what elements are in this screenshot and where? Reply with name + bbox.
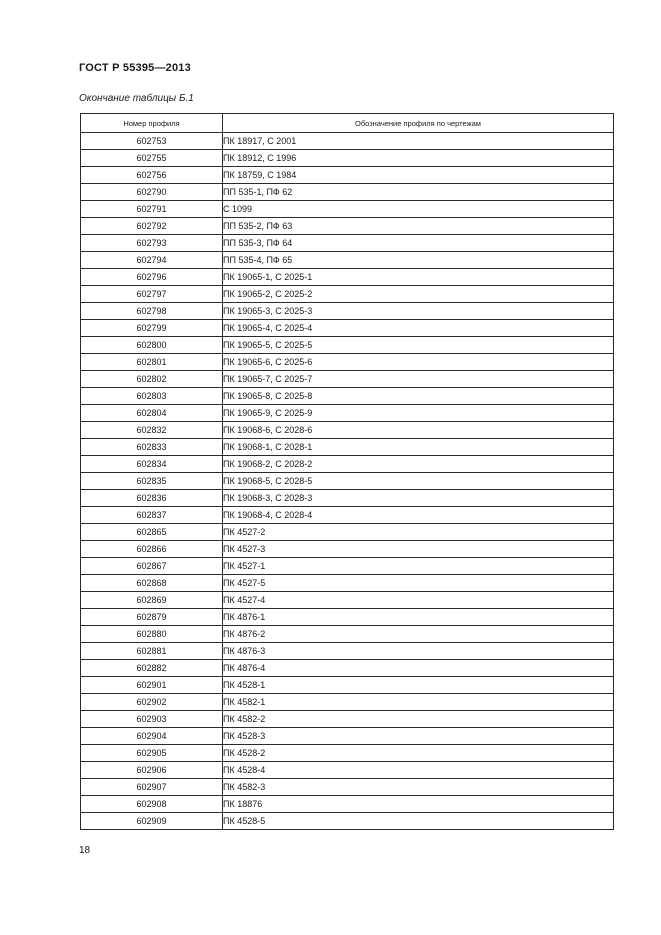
- profile-designation-cell: ПК 4876-2: [223, 626, 614, 643]
- profile-designation-cell: ПК 19065-9, С 2025-9: [223, 405, 614, 422]
- profile-designation-cell: ПК 4876-1: [223, 609, 614, 626]
- profile-designation-cell: ПК 4582-2: [223, 711, 614, 728]
- profile-designation-cell: ПК 4527-3: [223, 541, 614, 558]
- table-row: [81, 133, 614, 150]
- table-row: [81, 660, 614, 677]
- profile-number-cell: 602867: [81, 558, 223, 575]
- table-row: [81, 524, 614, 541]
- profile-number-cell: 602866: [81, 541, 223, 558]
- profile-number-cell: 602836: [81, 490, 223, 507]
- profile-number-cell: 602903: [81, 711, 223, 728]
- profile-number-cell: 602801: [81, 354, 223, 371]
- profile-number-cell: 602793: [81, 235, 223, 252]
- profile-designation-cell: ПК 4582-3: [223, 779, 614, 796]
- table-row: [81, 286, 614, 303]
- profile-number-cell: 602756: [81, 167, 223, 184]
- profile-designation-cell: ПК 19068-5, С 2028-5: [223, 473, 614, 490]
- table-row: [81, 303, 614, 320]
- table-row: [81, 779, 614, 796]
- profile-designation-cell: С 1099: [223, 201, 614, 218]
- profile-designation-cell: ПК 19065-6, С 2025-6: [223, 354, 614, 371]
- profile-designation-cell: ПК 18876: [223, 796, 614, 813]
- profile-number-cell: 602794: [81, 252, 223, 269]
- profile-designation-cell: ПК 4582-1: [223, 694, 614, 711]
- profile-designation-cell: ПК 19065-5, С 2025-5: [223, 337, 614, 354]
- table-row: [81, 541, 614, 558]
- profile-number-cell: 602868: [81, 575, 223, 592]
- table-row: [81, 269, 614, 286]
- profile-number-cell: 602792: [81, 218, 223, 235]
- column-header-designation: Обозначение профиля по чертежам: [223, 114, 614, 133]
- table-row: [81, 439, 614, 456]
- profiles-table: [80, 113, 614, 830]
- table-row: [81, 422, 614, 439]
- profile-number-cell: 602834: [81, 456, 223, 473]
- profile-designation-cell: ПК 19065-7, С 2025-7: [223, 371, 614, 388]
- table-row: [81, 762, 614, 779]
- profile-designation-cell: ПК 19065-4, С 2025-4: [223, 320, 614, 337]
- profile-designation-cell: ПК 19068-4, С 2028-4: [223, 507, 614, 524]
- profile-designation-cell: ПП 535-4, ПФ 65: [223, 252, 614, 269]
- profile-designation-cell: ПК 19068-1, С 2028-1: [223, 439, 614, 456]
- profile-number-cell: 602753: [81, 133, 223, 150]
- table-row: [81, 371, 614, 388]
- profile-number-cell: 602901: [81, 677, 223, 694]
- table-row: [81, 745, 614, 762]
- table-row: [81, 677, 614, 694]
- profile-number-cell: 602909: [81, 813, 223, 830]
- profile-number-cell: 602798: [81, 303, 223, 320]
- table-row: [81, 150, 614, 167]
- profile-number-cell: 602833: [81, 439, 223, 456]
- table-row: [81, 796, 614, 813]
- table-row: [81, 609, 614, 626]
- profile-designation-cell: ПК 19065-2, С 2025-2: [223, 286, 614, 303]
- profile-designation-cell: ПК 4876-3: [223, 643, 614, 660]
- profile-designation-cell: ПК 4528-4: [223, 762, 614, 779]
- profile-number-cell: 602832: [81, 422, 223, 439]
- profile-number-cell: 602791: [81, 201, 223, 218]
- profile-number-cell: 602837: [81, 507, 223, 524]
- table-row: [81, 643, 614, 660]
- profile-designation-cell: ПК 4527-2: [223, 524, 614, 541]
- table-row: [81, 507, 614, 524]
- profile-designation-cell: ПП 535-3, ПФ 64: [223, 235, 614, 252]
- table-row: [81, 711, 614, 728]
- profile-designation-cell: ПК 4527-5: [223, 575, 614, 592]
- table-row: [81, 490, 614, 507]
- profile-number-cell: 602906: [81, 762, 223, 779]
- table-row: [81, 592, 614, 609]
- table-row: [81, 405, 614, 422]
- profile-number-cell: 602908: [81, 796, 223, 813]
- profile-designation-cell: ПК 4876-4: [223, 660, 614, 677]
- table-row: [81, 456, 614, 473]
- table-header-row: [81, 114, 614, 133]
- profile-designation-cell: ПК 4528-1: [223, 677, 614, 694]
- table-row: [81, 728, 614, 745]
- table-row: [81, 201, 614, 218]
- profile-designation-cell: ПП 535-2, ПФ 63: [223, 218, 614, 235]
- profile-designation-cell: ПК 18917, С 2001: [223, 133, 614, 150]
- profile-designation-cell: ПК 19065-3, С 2025-3: [223, 303, 614, 320]
- profile-number-cell: 602907: [81, 779, 223, 796]
- table-body: [81, 133, 614, 830]
- profile-number-cell: 602803: [81, 388, 223, 405]
- profile-designation-cell: ПК 18912, С 1996: [223, 150, 614, 167]
- table-row: [81, 626, 614, 643]
- profile-designation-cell: ПК 18759, С 1984: [223, 167, 614, 184]
- profile-designation-cell: ПК 4528-2: [223, 745, 614, 762]
- profile-designation-cell: ПК 4528-3: [223, 728, 614, 745]
- table-row: [81, 320, 614, 337]
- profile-designation-cell: ПК 4528-5: [223, 813, 614, 830]
- profile-number-cell: 602835: [81, 473, 223, 490]
- page-number: 18: [79, 845, 91, 856]
- table-row: [81, 252, 614, 269]
- profile-number-cell: 602905: [81, 745, 223, 762]
- profile-designation-cell: ПК 4527-4: [223, 592, 614, 609]
- profile-number-cell: 602796: [81, 269, 223, 286]
- table-row: [81, 558, 614, 575]
- profile-designation-cell: ПК 19068-3, С 2028-3: [223, 490, 614, 507]
- document-header: ГОСТ Р 55395—2013: [79, 62, 191, 74]
- table-row: [81, 354, 614, 371]
- profile-number-cell: 602755: [81, 150, 223, 167]
- profile-designation-cell: ПК 19068-2, С 2028-2: [223, 456, 614, 473]
- table-row: [81, 167, 614, 184]
- profile-number-cell: 602869: [81, 592, 223, 609]
- profile-designation-cell: ПП 535-1, ПФ 62: [223, 184, 614, 201]
- profile-number-cell: 602881: [81, 643, 223, 660]
- profile-designation-cell: ПК 4527-1: [223, 558, 614, 575]
- table-row: [81, 235, 614, 252]
- table-row: [81, 813, 614, 830]
- profile-designation-cell: ПК 19065-1, С 2025-1: [223, 269, 614, 286]
- profile-number-cell: 602879: [81, 609, 223, 626]
- table-row: [81, 337, 614, 354]
- table-row: [81, 694, 614, 711]
- table-row: [81, 388, 614, 405]
- table-caption: Окончание таблицы Б.1: [79, 93, 194, 104]
- table-row: [81, 473, 614, 490]
- table-row: [81, 575, 614, 592]
- profile-number-cell: 602799: [81, 320, 223, 337]
- profile-number-cell: 602790: [81, 184, 223, 201]
- profile-designation-cell: ПК 19065-8, С 2025-8: [223, 388, 614, 405]
- profile-designation-cell: ПК 19068-6, С 2028-6: [223, 422, 614, 439]
- profile-number-cell: 602904: [81, 728, 223, 745]
- table-row: [81, 218, 614, 235]
- profile-number-cell: 602804: [81, 405, 223, 422]
- profile-number-cell: 602797: [81, 286, 223, 303]
- profile-number-cell: 602865: [81, 524, 223, 541]
- table-row: [81, 184, 614, 201]
- profile-number-cell: 602802: [81, 371, 223, 388]
- profile-number-cell: 602880: [81, 626, 223, 643]
- profile-number-cell: 602800: [81, 337, 223, 354]
- profile-number-cell: 602882: [81, 660, 223, 677]
- column-header-profile-number: Номер профиля: [81, 114, 223, 133]
- profile-number-cell: 602902: [81, 694, 223, 711]
